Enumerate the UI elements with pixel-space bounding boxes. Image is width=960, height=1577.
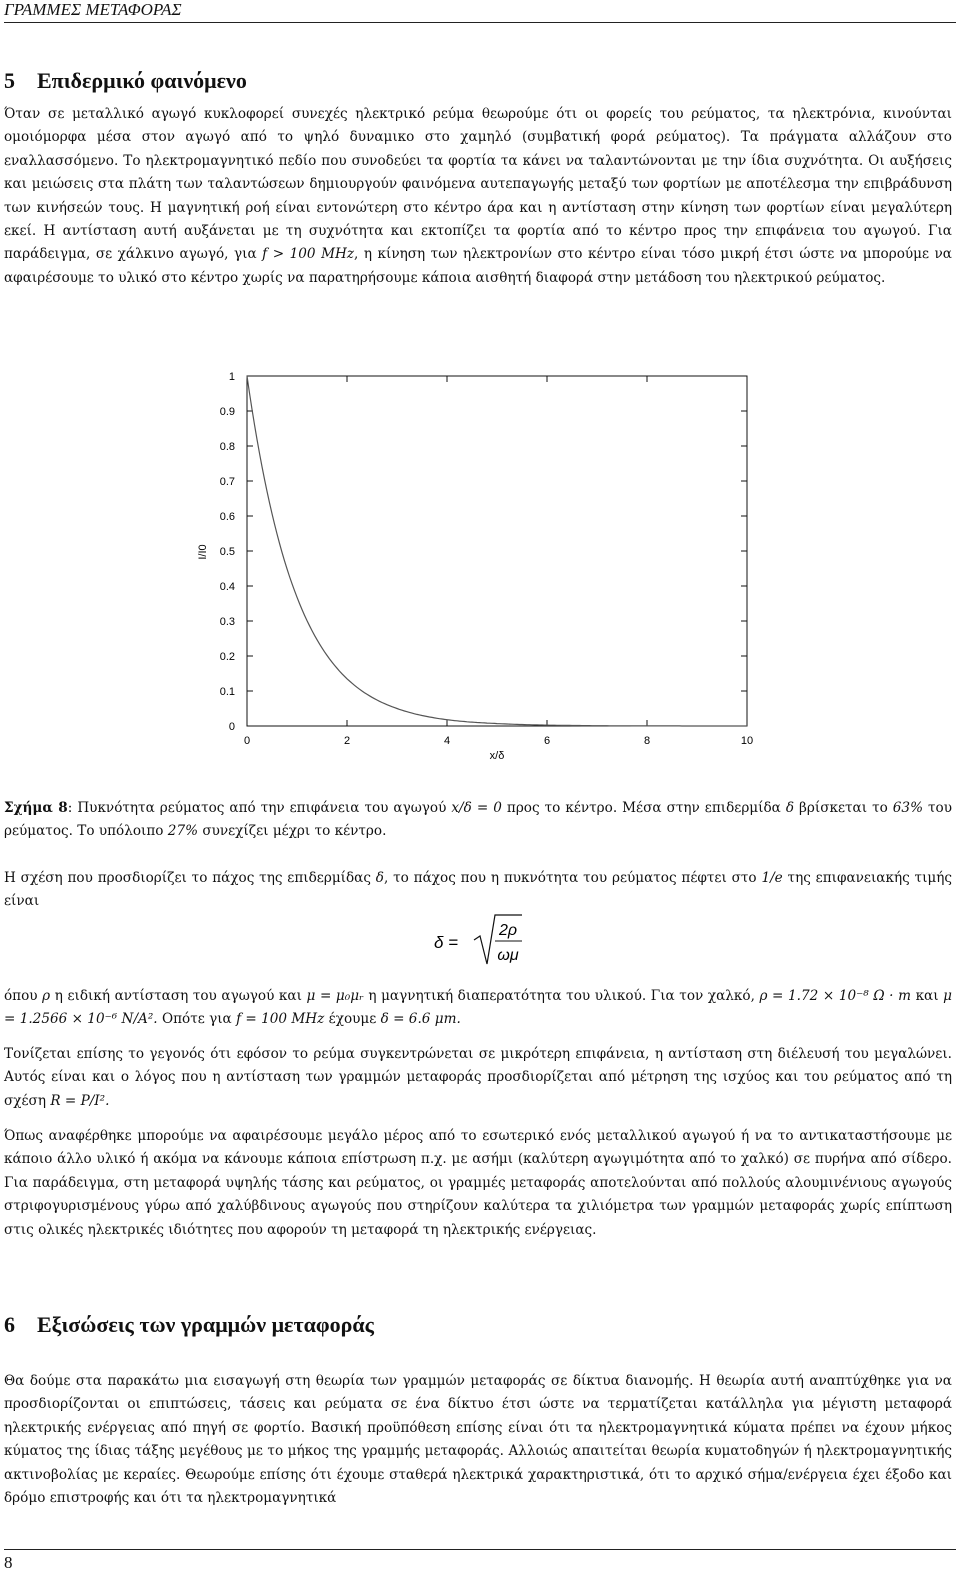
x-tick-label: 10 [740,735,754,747]
y-tick-label: 0.8 [219,441,235,453]
paragraph-resistance [4,1043,952,1113]
y-tick-label: 0.2 [219,651,235,663]
math-inline: μ = 1.2566 × 10⁻⁶ N/A². [4,988,952,1028]
text-run: , το πάχος που η πυκνότητα του ρεύματος πέφτει στο [383,870,762,886]
plot-frame [247,376,747,726]
math-inline: δ [375,870,384,886]
series-line [247,376,747,726]
math-inline: 63% [892,800,923,816]
y-tick-label: 0.5 [219,546,235,558]
text-run: Όταν σε μεταλλικό αγωγό κυκλοφορεί συνεχές ηλεκτρικό ρεύμα θεωρούμε ότι οι φορείς του ρεύματος, τα ηλεκτρόνια, κινούνται ομοιόμορφα μέσα στον αγωγό από το ψηλό δυναμικο στο χαμηλό (συμβατική φορά ρεύματος). Τα πράγματα αλλάζουν στο εναλλασσόμενο. Το ηλεκτρομαγνητικό πεδίο που συνοδεύει τα φορτία τα κάνει να ταλαντώνονται με την ίδια συχνότητα. Οι αυξήσεις και μειώσεις στα πλάτη των ταλαντώσεων δημιουργούν φαινόμενα αυτεπαγωγής μεταξύ των φορτίων με αποτέλεσμα την επιβράδυνση των κινήσεών τους. Η μαγνητική ροή είναι εντονώτερη στο κέντρο άρα και η αντίσταση στην κίνηση των φορτίων είναι μεγαλύτερη εκεί. Η αντίσταση αυτή αυξάνεται με τη συχνότητα και εκτοπίζει τα φορτία από το κέντρο προς την επιφάνεια του αγωγού. Για παράδειγμα, σε χάλκινο αγωγό, για [4,106,952,263]
paragraph-skin-effect-intro [4,103,952,290]
x-axis-label: x/δ [489,750,505,762]
math-inline: δ [785,800,795,816]
y-tick-label: 0.7 [219,476,235,488]
running-header [4,0,956,23]
math-inline: f = 100 MHz [236,1011,325,1028]
footer-rule [4,1549,956,1550]
text-run: Οπότε για [157,1011,237,1028]
text-run: βρίσκεται το [794,800,893,816]
y-tick-label: 0.1 [219,686,235,698]
text-run: του ρεύματος. Το υπόλοιπο [4,800,952,840]
x-tick-label: 6 [543,735,551,747]
section-title-text: Εξισώσεις των γραμμών μεταφοράς [37,1312,374,1337]
x-tick-label: 2 [343,735,351,747]
text-run: , η κίνηση των ηλεκτρονίων στο κέντρο είναι τόσο μικρή έτσι ώστε να μπορούμε να αφαιρέσουμε το υλικό στο κέντρο χωρίς να παρατηρήσουμε κάποια αισθητή διαφορά στην μετάδοση του ηλεκτρικού ρεύματος. [4,246,952,286]
paragraph-skin-depth [4,867,952,914]
y-tick-label: 0.6 [219,511,235,523]
running-title: ΓΡΑΜΜΕΣ ΜΕΤΑΦΟΡΑΣ [4,0,182,19]
text-run: η ειδική αντίσταση του αγωγού και [50,988,307,1004]
current-density-chart [180,360,780,772]
text-run: έχουμε [324,1011,381,1028]
text-run: προς το κέντρο. Μέσα στην επιδερμίδα [501,800,786,816]
text-run: όπου [4,988,43,1004]
x-tick-label: 8 [643,735,651,747]
figure-caption [4,797,952,844]
y-tick-label: 0.9 [219,406,235,418]
text-run: Η σχέση που προσδιορίζει το πάχος της επιδερμίδας [4,870,376,886]
y-tick-label: 1 [228,371,235,383]
paragraph-transmission-lines-intro: Θα δούμε στα παρακάτω μια εισαγωγή στη θεωρία των γραμμών μεταφοράς σε δίκτυα διανομής. Η θεωρία αυτή αναπτύχθηκε για να προσδιορίζονται οι επιπτώσεις, τάσεις και ρεύματα σε ένα δίκτυο έτσι ώστε να τερματίζεται κατάλληλα για μέγιστη μεταφορά ηλεκτρικής ενέργειας από πηγή σε φορτίο. Βασική προϋπόθεση επίσης είναι ότι τα ηλεκτρομαγνητικά κύματα πρέπει να έχουν μήκος κύματος της ίδιας τάξης μεγέθους με το μήκος της γραμμής μεταφοράς. Αλλοιώς απαιτείται θεωρία κυματοδηγών ή ηλεκτρομαγνητικής ακτινοβολίας με κεραίες. Θεωρούμε επίσης ότι έχουμε σταθερά ηλεκτρικά χαρακτηριστικά, ότι το αρχικό σήμα/ενέργεια έχει έξοδο και δρόμο επιστροφής και ότι τα ηλεκτρομαγνητικά [4,1373,952,1507]
section-6-heading [4,1312,374,1338]
skin-depth-equation [430,908,630,974]
math-inline: ρ [42,988,51,1004]
text-run: : Πυκνότητα ρεύματος από την επιφάνεια του αγωγού [67,800,452,816]
y-tick-label: 0.3 [219,616,235,628]
math-inline: μ = μ₀μᵣ [306,988,364,1004]
text-run: η μαγνητική διαπερατότητα του υλικού. Για τον χαλκό, [363,988,760,1004]
text-run: και [910,988,944,1004]
math-inline: 1/e [761,870,783,886]
y-tick-label: 0 [228,721,235,733]
section-number: 6 [4,1312,15,1337]
math-inline: 27% [167,823,199,840]
paragraph-copper-values [4,985,952,1032]
figure-label: Σχήμα 8 [4,800,68,816]
section-title-text: Επιδερμικό φαινόμενο [37,68,247,93]
math-inline: f > 100 MHz [262,246,355,263]
x-tick-label: 4 [443,735,451,747]
y-tick-label: 0.4 [219,581,235,593]
equation-denominator: ωμ [497,947,519,964]
paragraph-conductor-structure: Όπως αναφέρθηκε μπορούμε να αφαιρέσουμε μεγάλο μέρος από το εσωτερικό ενός μεταλλικού αγωγού ή να το αντικαταστήσουμε με κάποιο άλλο υλικό ή ακόμα να κάνουμε κάποια επίστρωση π.χ. με ασήμι (καλύτερη αγωγιμότητα από το χαλκό) σε πυρήνα από σίδερο. Για παράδειγμα, στη μεταφορά υψηλής τάσης και ρεύματος, οι γραμμές μεταφοράς αποτελούνται από πολλούς αλουμινένιους αγωγούς στριφογυρισμένους γύρω από χαλύβδινους αγωγούς που στηρίζουν καλύτερα τα χιλιόμετρα των γραμμών μεταφοράς χωρίς επίπτωση στις ολικές ηλεκτρικές ιδιότητες που αφορούν τη μεταφορά τη ηλεκτρικής ενέργειας. [4,1128,952,1238]
x-tick-label: 0 [243,735,251,747]
y-axis-label: I/I0 [197,544,209,560]
text-run: συνεχίζει μέχρι το κέντρο. [198,823,387,840]
equation-numerator: 2ρ [498,922,518,939]
math-inline: x/δ = 0 [451,800,502,816]
equation-lhs: δ = [434,933,459,952]
text-run: Τονίζεται επίσης το γεγονός ότι εφόσον το ρεύμα συγκεντρώνεται σε μικρότερη επιφάνεια, η αντίσταση στη διέλευσή του μεγαλώνει. Αυτός είναι και ο λόγος που η αντίσταση των γραμμών μεταφοράς προσδιορίζεται από μέτρηση της ισχύος και του ρεύματος από τη σχέση [4,1046,952,1109]
text-run: της επιφανειακής τιμής είναι [4,870,952,910]
section-5-heading [4,68,247,94]
section-number: 5 [4,68,15,93]
math-inline: ρ = 1.72 × 10⁻⁸ Ω · m [759,988,911,1004]
page-number: 8 [4,1553,13,1572]
math-inline: δ = 6.6 μm. [380,1011,461,1028]
math-inline: R = P/I². [50,1092,110,1109]
